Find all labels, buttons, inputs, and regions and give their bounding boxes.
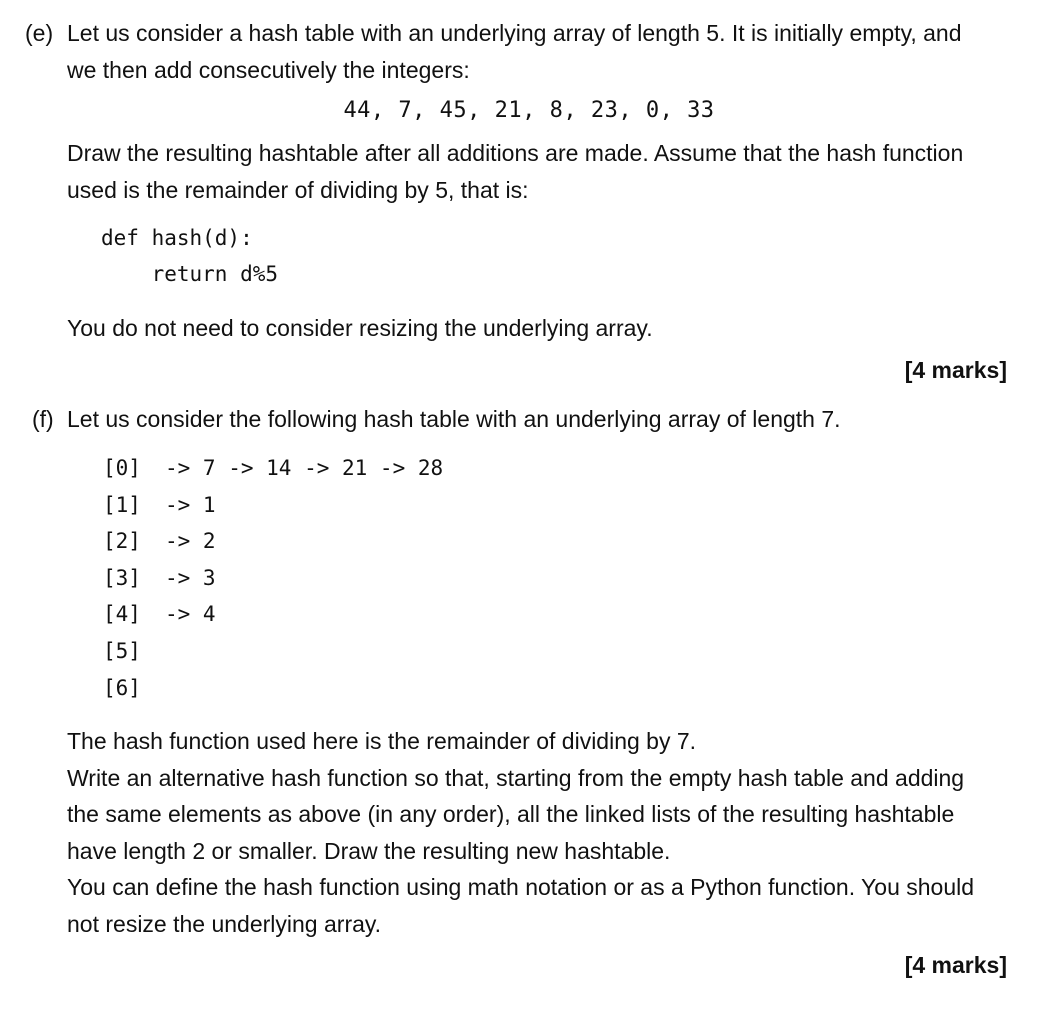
bucket-chain: -> 3 — [165, 565, 216, 590]
question-e-intro-line2: we then add consecutively the integers: — [67, 56, 470, 83]
hash-table — [103, 450, 443, 706]
bucket-index: [4] — [103, 602, 141, 627]
hash-table-row — [103, 670, 443, 707]
code-line-return: return d%5 — [101, 262, 279, 286]
hash-table-row — [103, 487, 443, 524]
question-f-define-line2: not resize the underlying array. — [67, 910, 382, 937]
bucket-index: [6] — [103, 675, 141, 700]
bucket-index: [1] — [103, 492, 141, 517]
bucket-index: [2] — [103, 529, 141, 554]
question-e-label: (e) — [25, 20, 54, 46]
hash-table-row — [103, 523, 443, 560]
question-f-intro: Let us consider the following hash table with an underlying array of length 7. — [67, 406, 841, 432]
hash-table-row — [103, 596, 443, 633]
question-e-intro-line1: Let us consider a hash table with an underlying array of length 5. It is initially empty, and — [67, 20, 962, 46]
question-f-task-line1: Write an alternative hash function so that, starting from the empty hash table and adding — [67, 764, 965, 791]
bucket-chain: -> 1 — [165, 492, 216, 517]
question-f-label: (f) — [32, 406, 54, 432]
question-e-note: You do not need to consider resizing the underlying array. — [67, 315, 653, 341]
bucket-chain: -> 2 — [165, 529, 216, 554]
question-e-marks: [4 marks] — [904, 357, 1007, 383]
bucket-index: [0] — [103, 456, 141, 480]
bucket-chain: -> 4 — [165, 602, 216, 627]
question-e-intro — [67, 15, 1012, 88]
question-f-hash-note: The hash function used here is the remainder of dividing by 7. — [67, 728, 697, 754]
question-f-define-line1: You can define the hash function using math notation or as a Python function. You should — [67, 874, 975, 900]
question-e-instruction-line2: used is the remainder of dividing by 5, that is: — [67, 176, 529, 203]
question-f-task-line2: the same elements as above (in any order), all the linked lists of the resulting hashtable — [67, 801, 955, 827]
question-f-body — [67, 723, 1012, 942]
bucket-chain: -> 7 -> 14 -> 21 -> 28 — [165, 456, 444, 480]
integer-sequence: 44, 7, 45, 21, 8, 23, 0, 33 — [343, 98, 715, 123]
hash-table-row — [103, 560, 443, 597]
hash-table-row — [103, 633, 443, 670]
question-e-instruction — [67, 135, 1012, 208]
bucket-index: [5] — [103, 638, 141, 663]
question-f-marks: [4 marks] — [904, 952, 1007, 978]
bucket-index: [3] — [103, 565, 141, 590]
hash-table-row — [103, 450, 443, 487]
question-f-task-line3: have length 2 or smaller. Draw the resulting new hashtable. — [67, 837, 671, 864]
question-e-instruction-line1: Draw the resulting hashtable after all additions are made. Assume that the hash function — [67, 140, 964, 166]
code-line-def: def hash(d): — [101, 226, 253, 250]
hash-function-code — [101, 220, 278, 292]
